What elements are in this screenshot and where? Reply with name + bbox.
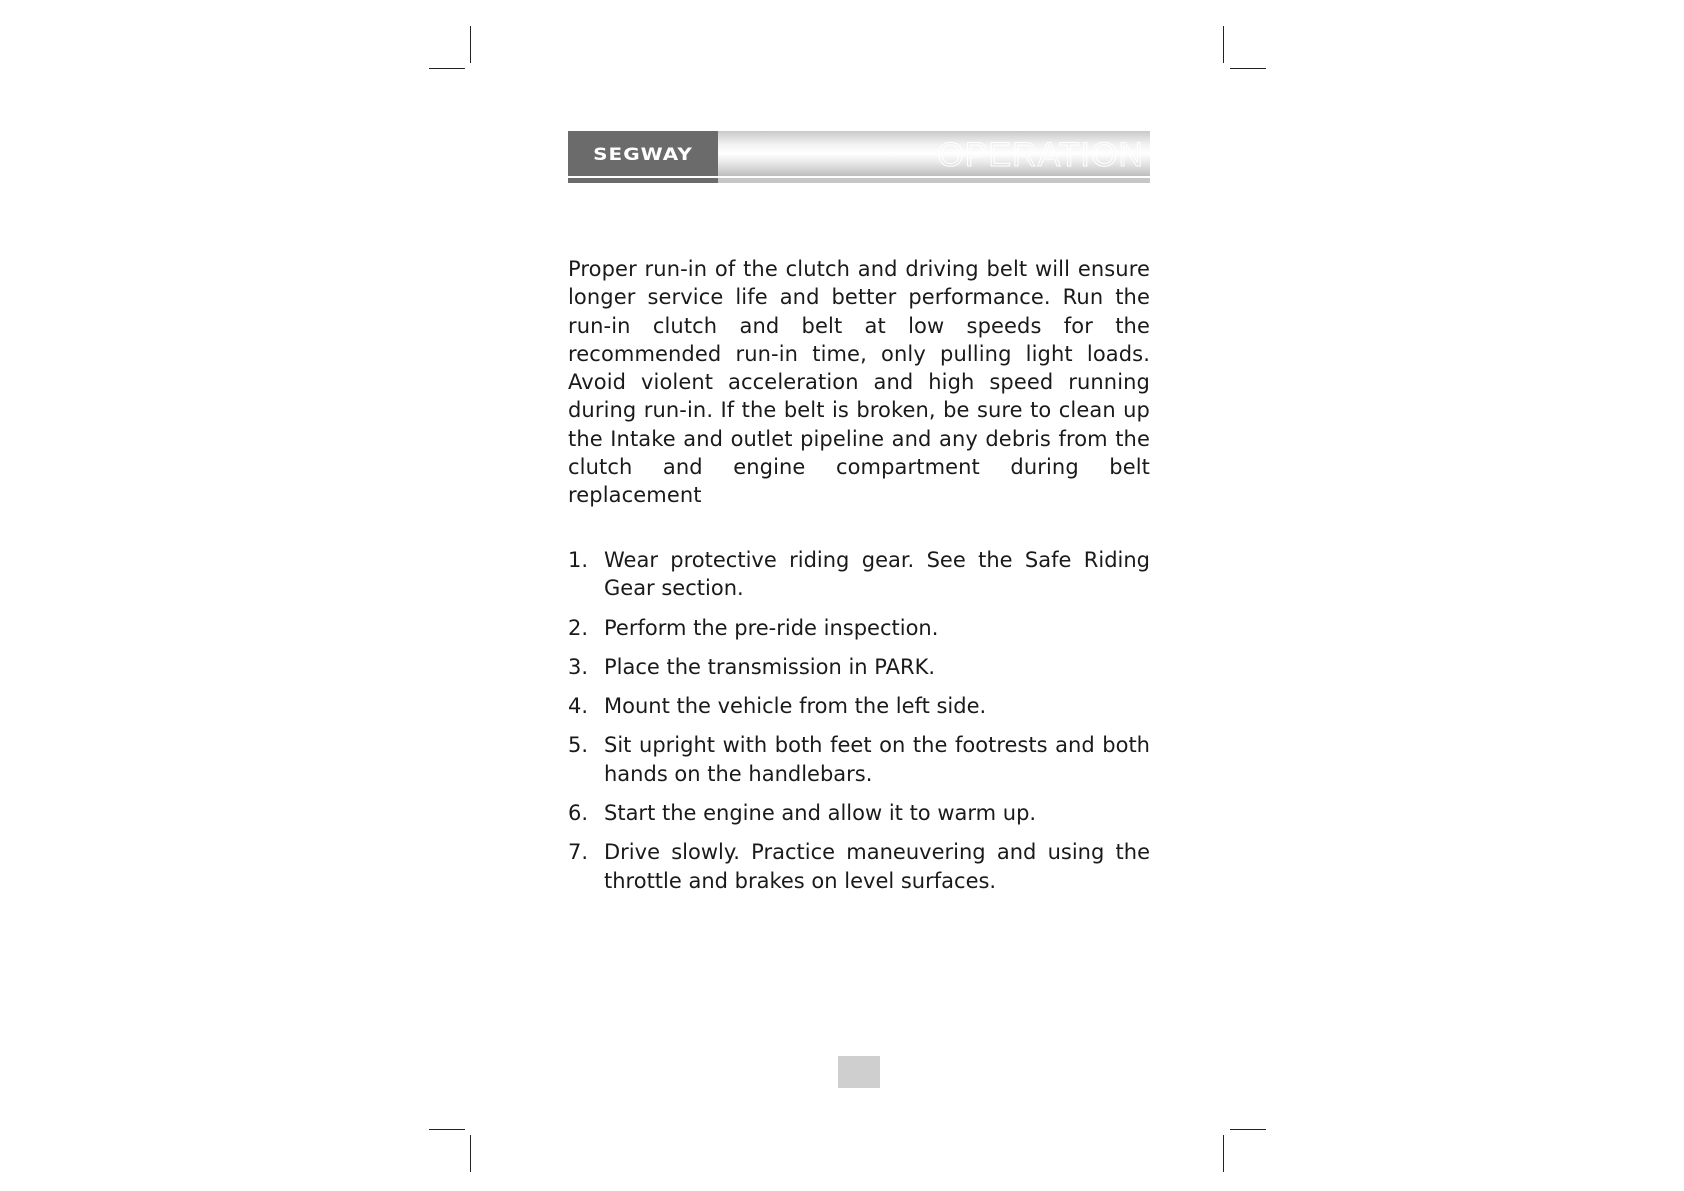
steps-list: [568, 546, 1150, 906]
step-number: 2.: [568, 615, 589, 640]
crop-mark: [470, 26, 471, 63]
step-text: Start the engine and allow it to warm up.: [604, 801, 1037, 826]
crop-mark: [1223, 1135, 1224, 1172]
list-item: [568, 614, 1150, 642]
crop-mark: [1230, 68, 1266, 69]
step-text: Perform the pre-ride inspection.: [604, 615, 939, 640]
page-number-box: [838, 1056, 880, 1088]
step-number: 1.: [568, 548, 589, 572]
brand-logo: [568, 131, 718, 176]
step-number: 6.: [568, 801, 589, 826]
step-number: 7.: [568, 840, 589, 865]
step-text: Mount the vehicle from the left side.: [604, 694, 987, 719]
section-title: OPERATION: [937, 136, 1144, 174]
section-underline: [718, 178, 1150, 183]
list-item: [568, 692, 1150, 720]
list-item: [568, 546, 1150, 603]
page-header: [568, 131, 1150, 183]
crop-mark: [1230, 1129, 1266, 1130]
crop-mark: [470, 1135, 471, 1172]
list-item: [568, 653, 1150, 681]
crop-mark: [1223, 26, 1224, 63]
step-text: Drive slowly. Practice maneuvering and using the throttle and brakes on level surfaces.: [604, 840, 1150, 893]
step-number: 4.: [568, 694, 589, 719]
crop-mark: [429, 1129, 465, 1130]
list-item: [568, 799, 1150, 827]
list-item: [568, 838, 1150, 895]
step-number: 5.: [568, 733, 589, 758]
step-number: 3.: [568, 654, 589, 679]
intro-paragraph: Proper run-in of the clutch and driving belt will ensure longer service life and better performance. Run the run-in clutch and belt at low speeds for the recommended run-in time, only pulling light loads. Avoid violent acceleration and high speed running during run-in. If the belt is broken, be sure to clean up the Intake and outlet pipeline and any debris from the clutch and engine compartment during belt replacement: [568, 257, 1150, 508]
list-item: [568, 731, 1150, 788]
brand-name: SEGWAY: [593, 143, 693, 164]
step-text: Place the transmission in PARK.: [604, 654, 936, 679]
step-text: Wear protective riding gear. See the Safe Riding Gear section.: [604, 548, 1150, 601]
crop-mark: [429, 68, 465, 69]
step-text: Sit upright with both feet on the footrests and both hands on the handlebars.: [604, 733, 1150, 786]
brand-underline: [568, 178, 718, 183]
section-title-band: [718, 131, 1150, 176]
